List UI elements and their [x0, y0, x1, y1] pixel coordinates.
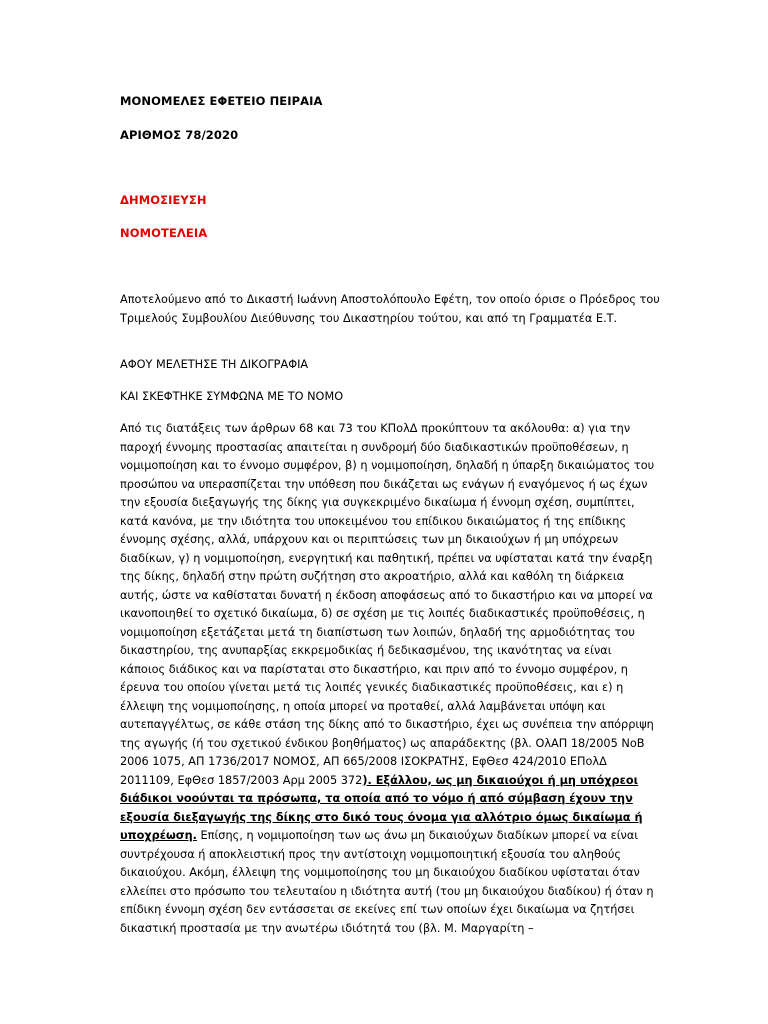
reasoning-text-part2: Επίσης, η νομιμοποίηση των ως άνω μη δικαιούχων διαδίκων μπορεί να είναι συντρέχουσα ή αποκλειστική προς την αντίστοιχη νομιμοποιητική εξουσία του αληθούς δικαιούχου. Ακόμη, έλλειψη της νομιμοποίησης του μη δικαιούχου διαδίκου υφίσταται όταν ελλείπει στο πρόσωπο του τελευταίου η ιδιότητα αυτή (του μη δικαιούχου διαδίκου) ή όταν η επίδικη έννομη σχέση δεν εντάσσεται σε εκείνες επί των οποίων έχει δικαίωμα να ζητήσει δικαστική προστασία με την ανωτέρω ιδιότητά του (βλ. Μ. Μαργαρίτη –: [120, 829, 654, 935]
publication-label: ΔΗΜΟΣΙΕΥΣΗ: [120, 193, 207, 207]
composition-paragraph: Αποτελούμενο από το Δικαστή Ιωάννη Αποστολόπουλο Εφέτη, τον οποίο όρισε ο Πρόεδρος του Τριμελούς Συμβουλίου Διεύθυνσης του Δικαστηρίου τούτου, και από τη Γραμματέα Ε.Τ.: [120, 293, 660, 325]
considered-by-law-line: ΚΑΙ ΣΚΕΦΤΗΚΕ ΣΥΜΦΩΝΑ ΜΕ ΤΟ ΝΟΜΟ: [120, 390, 344, 403]
finality-label: ΝΟΜΟΤΕΛΕΙΑ: [120, 226, 208, 240]
reasoning-emphasis: ). Εξάλλου, ως μη δικαιούχοι ή μη υπόχρεοι διάδικοι νοούνται τα πρόσωπα, τα οποία από το νόμο ή από σύμβαση έχουν την εξουσία διεξαγωγής της δίκης στο δικό τους όνομα για αλλότριο όμως δικαίωμα ή υποχρέωση.: [120, 773, 643, 842]
decision-number: ΑΡΙΘΜΟΣ 78/2020: [120, 128, 239, 142]
reasoning-text-part1: Από τις διατάξεις των άρθρων 68 και 73 του ΚΠολΔ προκύπτουν τα ακόλουθα: α) για την παροχή έννομης προστασίας απαιτείται η συνδρομή δύο διαδικαστικών προϋποθέσεων, η νομιμοποίηση και το έννομο συμφέρον, β) η νομιμοποίηση, δηλαδή η ύπαρξη δικαιώματος του προσώπου να υπερασπίζεται την υπόθεση που δικάζεται ως ενάγων ή εναγόμενος ή ως έχων την εξουσία διεξαγωγής της δίκης για συγκεκριμένο δικαίωμα ή έννομη σχέση, συμπίπτει, κατά κανόνα, με την ιδιότητα του υποκειμένου του επίδικου δικαιώματος ή της επίδικης έννομης σχέσης, αλλά, υπάρχουν και οι περιπτώσεις των μη δικαιούχων ή μη υπόχρεων διαδίκων, γ) η νομιμοποίηση, ενεργητική και παθητική, πρέπει να υφίσταται κατά την έναρξη της δίκης, δηλαδή στην πρώτη συζήτηση στο ακροατήριο, αλλά και καθόλη τη διάρκεια αυτής, ώστε να καθίσταται δυνατή η έκδοση αποφάσεως από το δικαστήριο και να μπορεί να ικανοποιηθεί το σχετικό δικαίωμα, δ) σε σχέση με τις λοιπές διαδικαστικές προϋποθέσεις, η νομιμοποίηση εξετάζεται μετά τη διαπίστωση των λοιπών, δηλαδή της αρμοδιότητας του δικαστηρίου, της ανυπαρξίας εκκρεμοδικίας ή δεδικασμένου, της ικανότητας να είναι κάποιος διάδικος και να παρίσταται στο δικαστήριο, και πριν από το έννομο συμφέρον, η έρευνα του οποίου γίνεται μετά τις λοιπές γενικές διαδικαστικές προϋποθέσεις, και ε) η έλλειψη της νομιμοποίησης, η οποία μπορεί να προταθεί, αλλά λαμβάνεται υπόψη και αυτεπαγγέλτως, σε κάθε στάση της δίκης από το δικαστήριο, έχει ως συνέπεια την απόρριψη της αγωγής (ή του σχετικού ένδικου βοηθήματος) ως απαράδεκτης (βλ. ΟλΑΠ 18/2005 ΝοΒ 2006 1075, ΑΠ 1736/2017 ΝΟΜΟΣ, ΑΠ 665/2008 ΙΣΟΚΡΑΤΗΣ, ΕφΘεσ 424/2010 ΕΠολΔ 2011109, ΕφΘεσ 1857/2003 Αρμ 2005 372: [120, 422, 655, 787]
court-name: ΜΟΝΟΜΕΛΕΣ ΕΦΕΤΕΙΟ ΠΕΙΡΑΙΑ: [120, 94, 323, 108]
studied-case-file-line: ΑΦΟΥ ΜΕΛΕΤΗΣΕ ΤΗ ΔΙΚΟΓΡΑΦΙΑ: [120, 358, 309, 371]
reasoning-paragraph: [120, 420, 660, 938]
